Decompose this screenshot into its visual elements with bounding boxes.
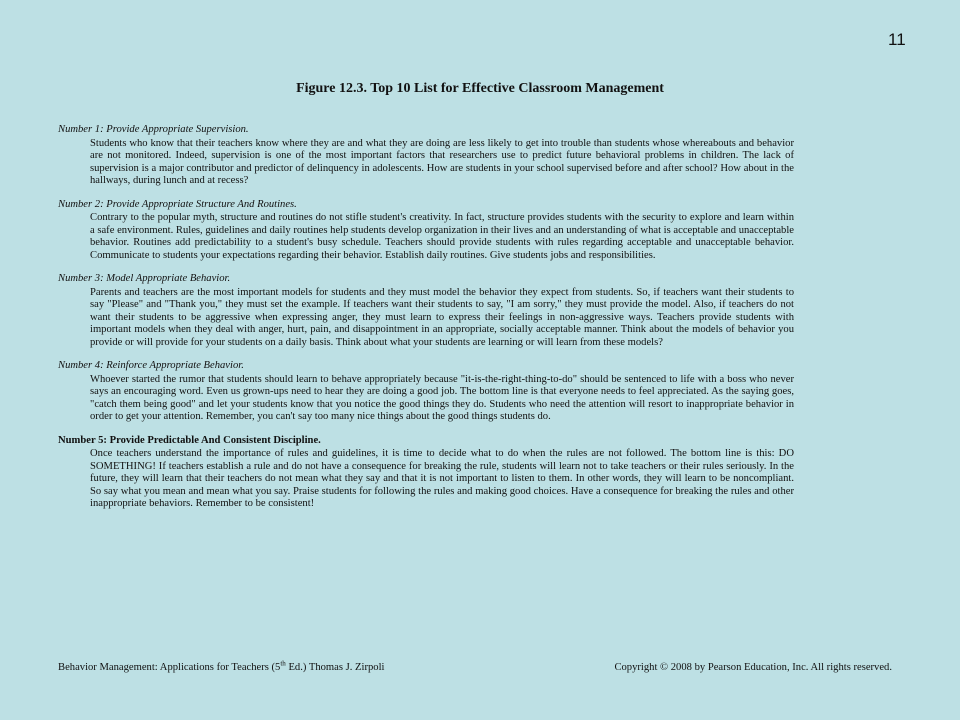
section-heading: Number 5: Provide Predictable And Consistent Discipline.: [58, 434, 321, 446]
section-body: Parents and teachers are the most important models for students and they must model the behavior they expect from students. So, if teachers want their students to say "Please" and "Thank you," they must set the example. If teachers want their students to say, "I am sorry," they must provide the model. Also, if teachers do not want their students to be aggressive when expressing anger, they must learn to express their feelings in non-aggressive ways. Teachers provide students with important models when they deal with anger, hurt, pain, and disappointment in an appropriate, socially acceptable manner. Think about the models of behavior you provide or will provide for your students on a daily basis. Think about what your students are learning or will learn from these models?: [90, 286, 794, 348]
section-5: [58, 435, 798, 511]
page-title: Figure 12.3. Top 10 List for Effective Classroom Management: [296, 81, 664, 96]
footer-citation: [58, 659, 385, 673]
section-1: [58, 124, 798, 188]
section-body: Once teachers understand the importance of rules and guidelines, it is time to decide what to do when the rules are not followed. The bottom line is this: DO SOMETHING! If teachers establish a rule and do not have a consequence for breaking the rule, students will learn not to take teachers or their rules seriously. In the future, they will learn that their teachers do not mean what they say and that it is not important to listen to them. In other words, they will learn to be noncompliant. So say what you mean and mean what you say. Praise students for following the rules and making good choices. Have a consequence for breaking the rules and other inappropriate behaviors. Remember to be consistent!: [90, 448, 794, 509]
section-4: [58, 360, 798, 424]
content: [58, 124, 798, 522]
section-2: [58, 199, 798, 263]
footer-copyright: Copyright © 2008 by Pearson Education, Inc. All rights reserved.: [614, 662, 892, 673]
footer-citation-prefix: Behavior Management: Applications for Teachers (5: [58, 662, 281, 673]
footer-citation-suffix: Ed.) Thomas J. Zirpoli: [285, 662, 385, 673]
section-heading: Number 3: Model Appropriate Behavior.: [58, 273, 231, 284]
section-body: Whoever started the rumor that students should learn to behave appropriately because "it-is-the-right-thing-to-do" should be sentenced to life with a boss who never says an encouraging word. Even us grown-ups need to hear they are doing a good job. The bottom line is that everyone needs to feel appreciated. As the saying goes, "catch them being good" and let your students know that you notice the good things they do. Students who need the attention will resort to inappropriate behavior in order to get your attention. Remember, you can't say too many nice things about the good things students do.: [90, 373, 794, 422]
footer: [58, 659, 892, 673]
section-body: Students who know that their teachers know where they are and what they are doing are less likely to get into trouble than students whose whereabouts and behavior are not monitored. Indeed, supervision is one of the most important factors that researchers use to predict future behavioral problems in children. The lack of supervision is a major contributor and predictor of delinquency in adolescents. How are students in your school supervised before and after school? How about in the hallways, during lunch and at recess?: [90, 137, 794, 186]
section-heading: Number 1: Provide Appropriate Supervision.: [58, 124, 249, 135]
footer-edition-sup: th: [280, 659, 286, 668]
section-heading: Number 4: Reinforce Appropriate Behavior.: [58, 360, 244, 371]
section-3: [58, 273, 798, 349]
section-body: Contrary to the popular myth, structure and routines do not stifle student's creativity. In fact, structure provides students with the security to explore and learn within a safe environment. Rules, guidelines and daily routines help students develop organization in their lives and an understanding of what is acceptable and unacceptable behavior. Routines add predictability to a student's busy schedule. Teachers should provide students with rules regarding acceptable and unacceptable behavior. Communicate to students your expectations regarding their behavior. Establish daily routines. Give students jobs and responsibilities.: [90, 212, 794, 261]
slide-number: 11: [888, 30, 906, 49]
section-heading: Number 2: Provide Appropriate Structure And Routines.: [58, 198, 297, 210]
